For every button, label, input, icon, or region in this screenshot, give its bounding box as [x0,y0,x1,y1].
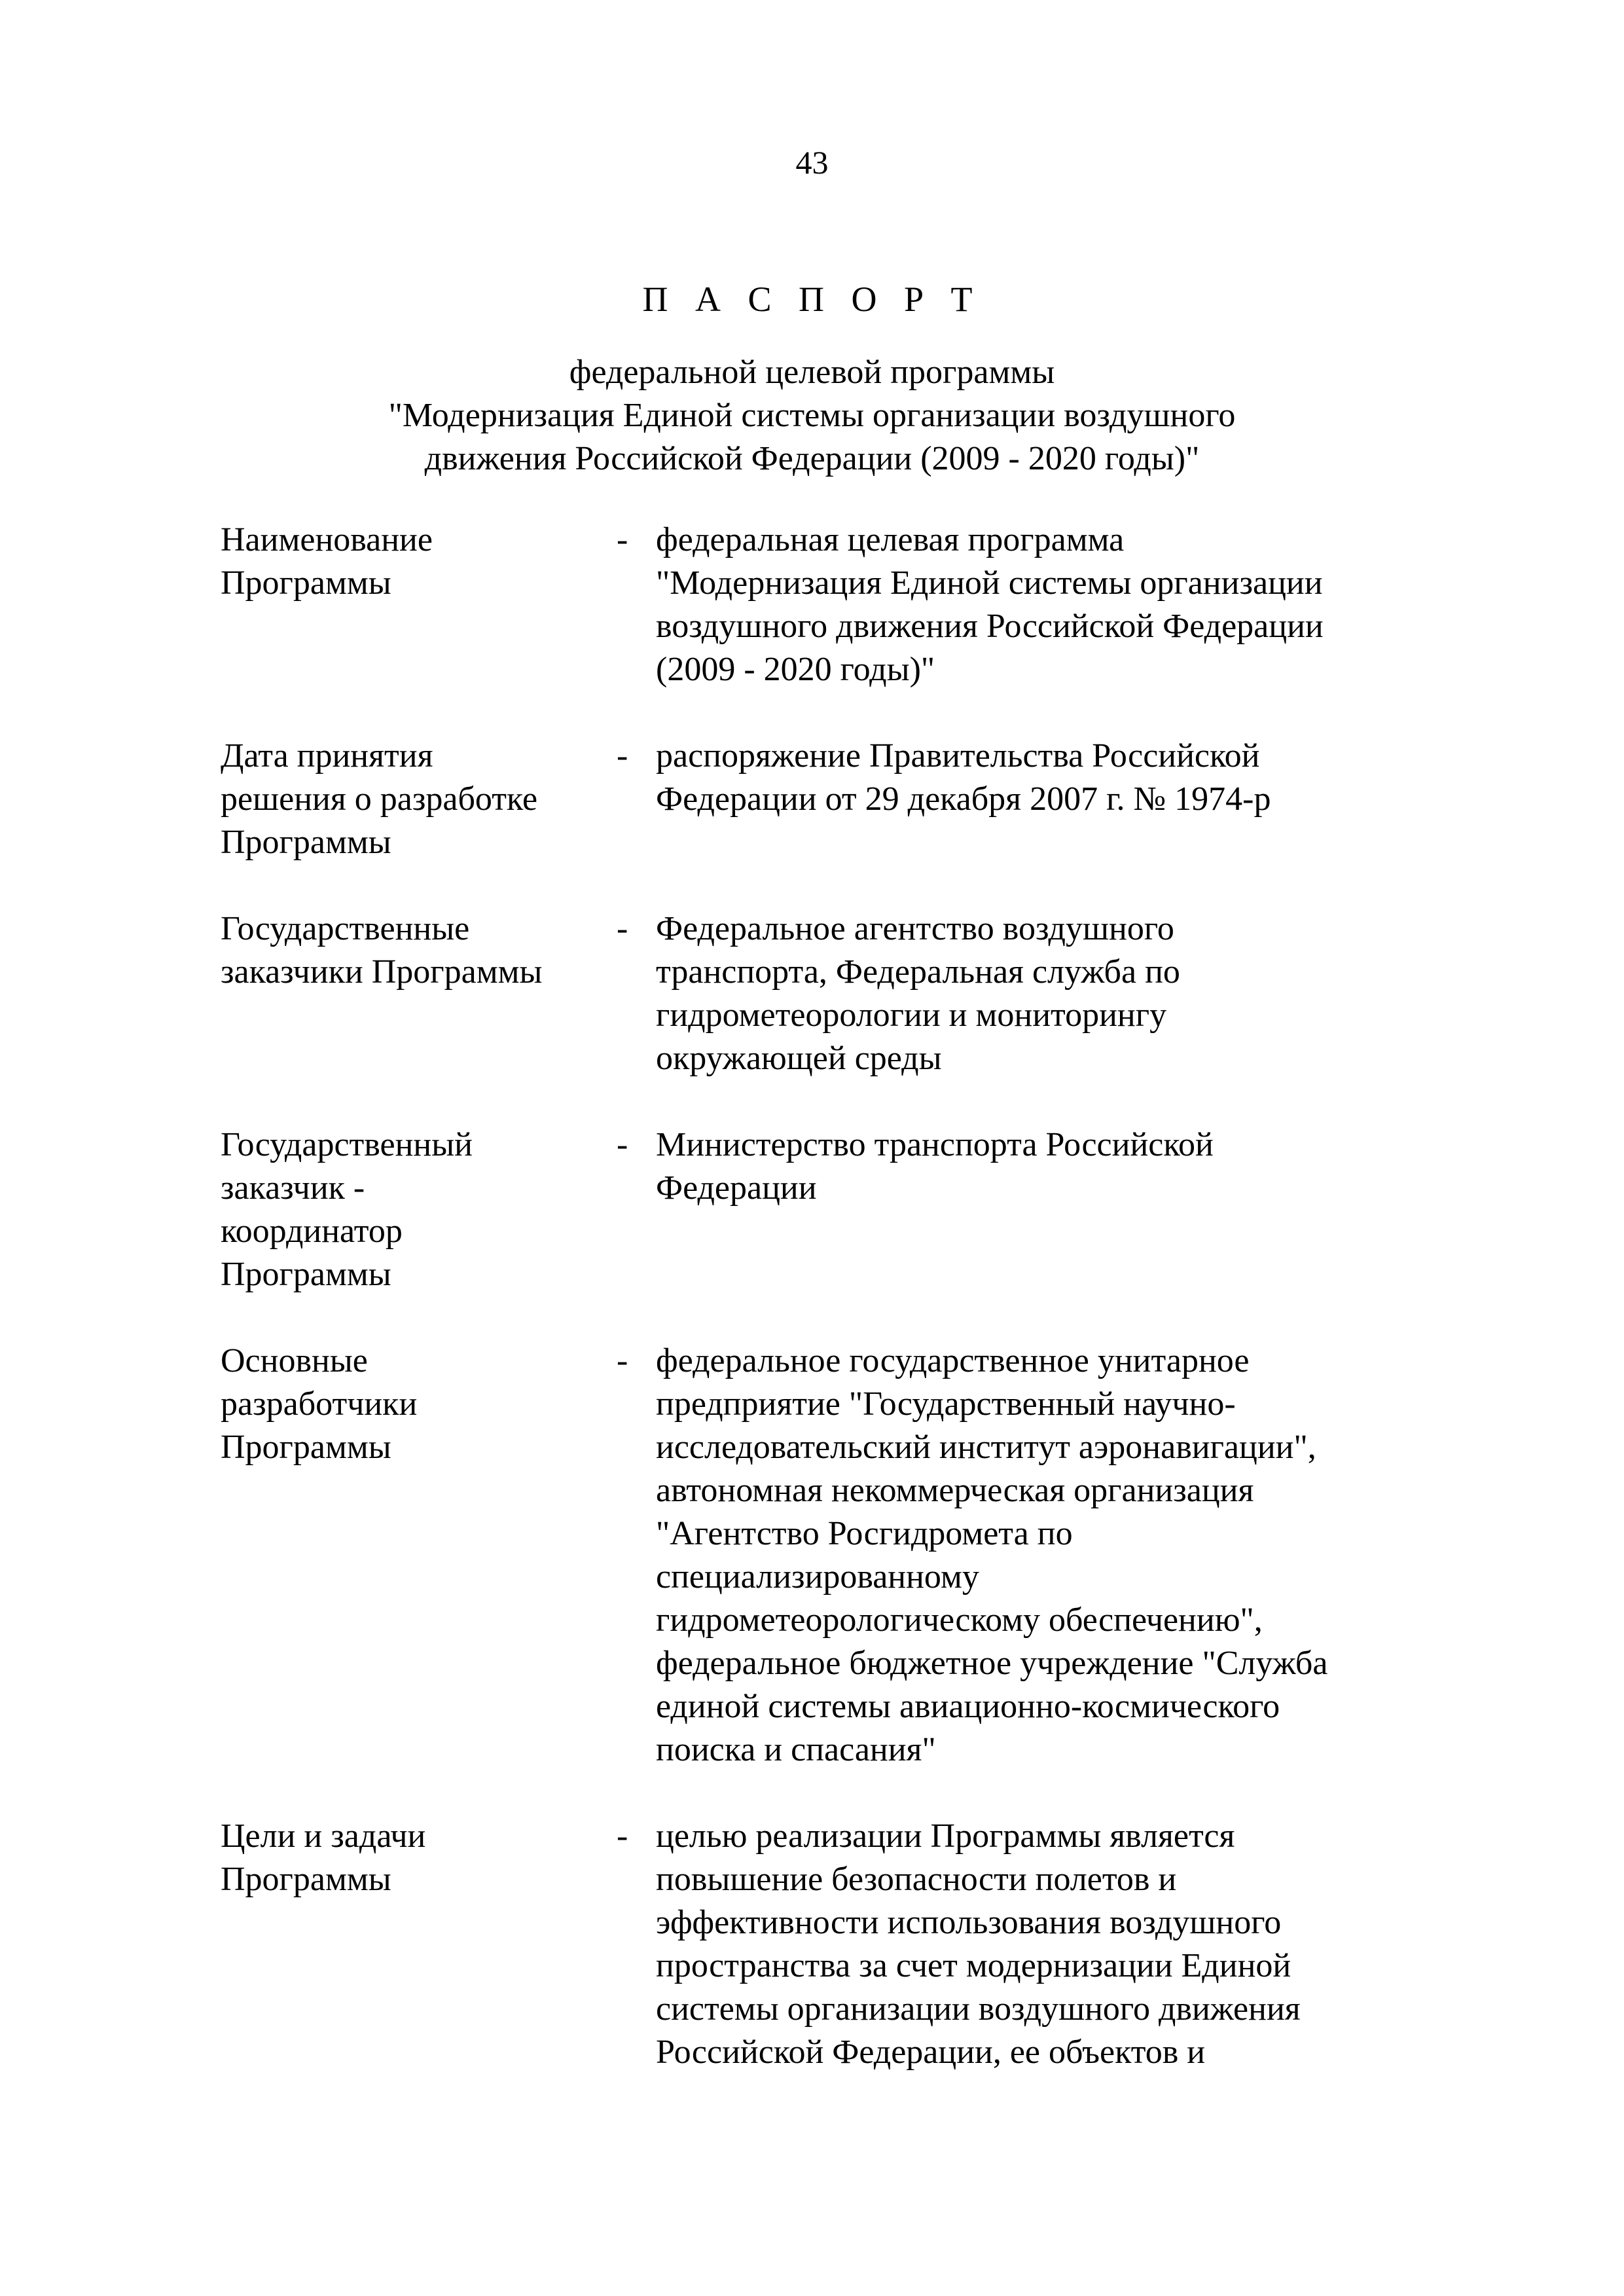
row-label [221,1339,617,1772]
value-line: гидрометеорологическому обеспечению", [656,1601,1263,1639]
value-line: распоряжение Правительства Российской [656,737,1260,774]
row-dash: - [617,521,628,558]
row-value [656,735,1425,864]
label-line: Государственный [221,1126,473,1163]
value-line: поиска и спасания" [656,1731,936,1768]
row-dash: - [617,1817,628,1855]
row-dash: - [617,737,628,774]
value-line: транспорта, Федеральная служба по [656,953,1180,991]
passport-row-decision-date [221,735,1425,864]
value-line: автономная некоммерческая организация [656,1472,1254,1509]
subtitle-line: движения Российской Федерации (2009 - 2020 годы)" [424,440,1200,477]
value-line: (2009 - 2020 годы)" [656,651,935,688]
passport-row-coordinator [221,1123,1425,1296]
value-line: повышение безопасности полетов и [656,1861,1177,1898]
value-line: окружающей среды [656,1040,942,1077]
subtitle-line: "Модернизация Единой системы организации воздушного [388,397,1236,434]
value-line: предприятие "Государственный научно- [656,1385,1236,1423]
value-line: "Агентство Росгидромета по [656,1515,1073,1552]
value-line: Министерство транспорта Российской [656,1126,1214,1163]
row-value [656,907,1425,1080]
label-line: заказчики Программы [221,953,543,991]
row-value [656,1815,1425,2074]
row-label [221,1815,617,2074]
label-line: Наименование [221,521,433,558]
value-line: Федерации [656,1169,817,1207]
value-line: специализированному [656,1558,979,1595]
label-line: разработчики [221,1385,418,1423]
row-label [221,735,617,864]
row-label [221,1123,617,1296]
page-number: 43 [795,144,829,181]
passport-row-goals [221,1815,1425,2074]
row-value [656,1123,1425,1296]
label-line: Основные [221,1342,368,1379]
title-block [0,276,1624,481]
value-line: целью реализации Программы является [656,1817,1235,1855]
row-value [656,1339,1425,1772]
value-line: Федеральное агентство воздушного [656,910,1174,947]
value-line: гидрометеорологии и мониторингу [656,996,1167,1034]
row-value [656,519,1425,691]
value-line: исследовательский институт аэронавигации", [656,1429,1316,1466]
document-title: П А С П О Р Т [642,280,982,319]
value-line: федеральное государственное унитарное [656,1342,1250,1379]
passport-row-program-name [221,519,1425,691]
value-line: "Модернизация Единой системы организации [656,564,1323,602]
value-line: системы организации воздушного движения [656,1990,1301,2028]
label-line: Программы [221,1256,391,1293]
label-line: Программы [221,564,391,602]
row-dash: - [617,1342,628,1379]
label-line: Программы [221,1429,391,1466]
value-line: единой системы авиационно-космического [656,1688,1280,1725]
value-line: эффективности использования воздушного [656,1904,1282,1941]
label-line: Цели и задачи [221,1817,426,1855]
label-line: Дата принятия [221,737,433,774]
value-line: воздушного движения Российской Федерации [656,608,1324,645]
row-dash: - [617,1126,628,1163]
label-line: решения о разработке [221,780,538,818]
value-line: федеральное бюджетное учреждение "Служба [656,1645,1328,1682]
label-line: координатор [221,1212,403,1250]
passport-row-state-customers [221,907,1425,1080]
passport-table [221,519,1425,2117]
value-line: Федерации от 29 декабря 2007 г. № 1974-р [656,780,1271,818]
subtitle-line: федеральной целевой программы [569,354,1055,391]
row-dash: - [617,910,628,947]
label-line: Программы [221,824,391,861]
value-line: федеральная целевая программа [656,521,1125,558]
row-label [221,519,617,691]
value-line: Российской Федерации, ее объектов и [656,2033,1206,2071]
value-line: пространства за счет модернизации Единой [656,1947,1291,1984]
label-line: Государственные [221,910,470,947]
label-line: Программы [221,1861,391,1898]
label-line: заказчик - [221,1169,365,1207]
row-label [221,907,617,1080]
passport-row-developers [221,1339,1425,1772]
